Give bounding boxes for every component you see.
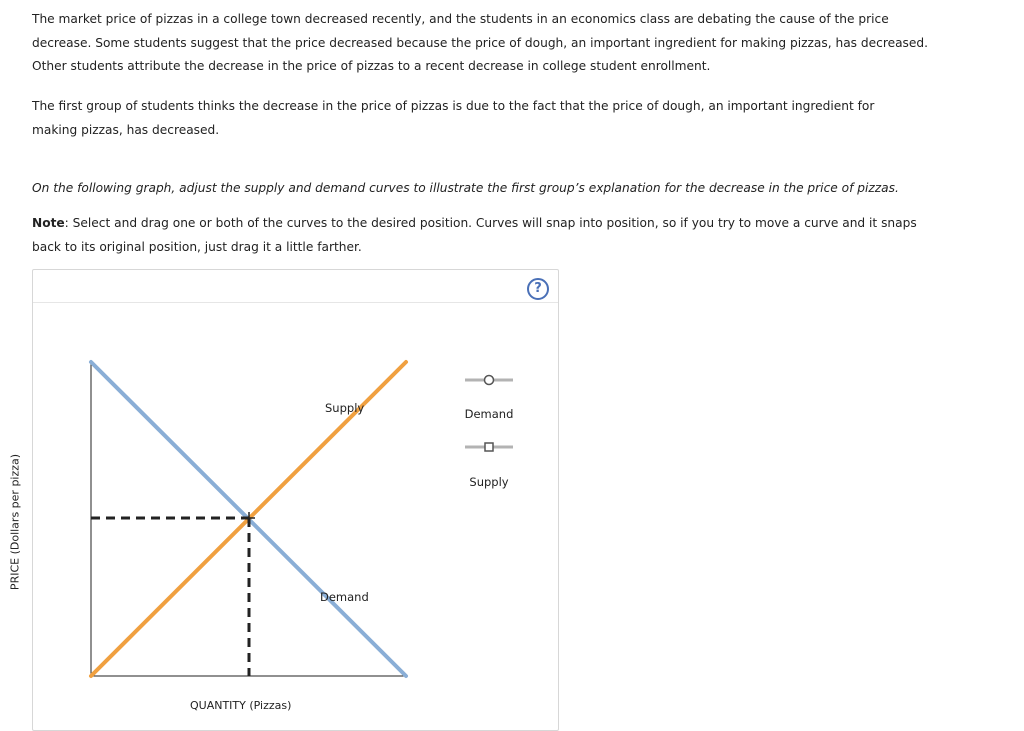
intro-paragraph-2: The first group of students thinks the decrease in the price of pizzas is due to the fact that the price of dough, an important ingredient for making pizzas, has decreased.	[32, 99, 875, 137]
intro-paragraph-1: The market price of pizzas in a college town decreased recently, and the students in an economics class are debating the cause of the price decrease. Some students suggest that the price decreased because the price of dough, an important ingredient for making pizzas, has decreased. Other students attribute the decrease in the price of pizzas to a recent decrease in college student enrollment.	[32, 12, 929, 73]
help-icon[interactable]: ?	[527, 278, 549, 300]
note-body: : Select and drag one or both of the curves to the desired position. Curves will snap into position, so if you try to move a curve and it snaps back to its original position, just drag it a little farther.	[32, 216, 917, 254]
legend-supply-label[interactable]: Supply	[469, 475, 509, 489]
y-axis-label: PRICE (Dollars per pizza)	[8, 453, 22, 591]
x-axis-label: QUANTITY (Pizzas)	[190, 699, 292, 712]
square-marker-icon[interactable]	[485, 443, 493, 451]
legend-demand-label[interactable]: Demand	[464, 407, 514, 421]
circle-marker-icon[interactable]	[485, 376, 494, 385]
demand-curve-label: Demand	[320, 590, 369, 604]
supply-curve-label: Supply	[325, 401, 365, 415]
note-label: Note	[32, 216, 65, 230]
instruction-text: On the following graph, adjust the supply and demand curves to illustrate the first group’s explanation for the decrease in the price of pizzas.	[32, 181, 899, 195]
